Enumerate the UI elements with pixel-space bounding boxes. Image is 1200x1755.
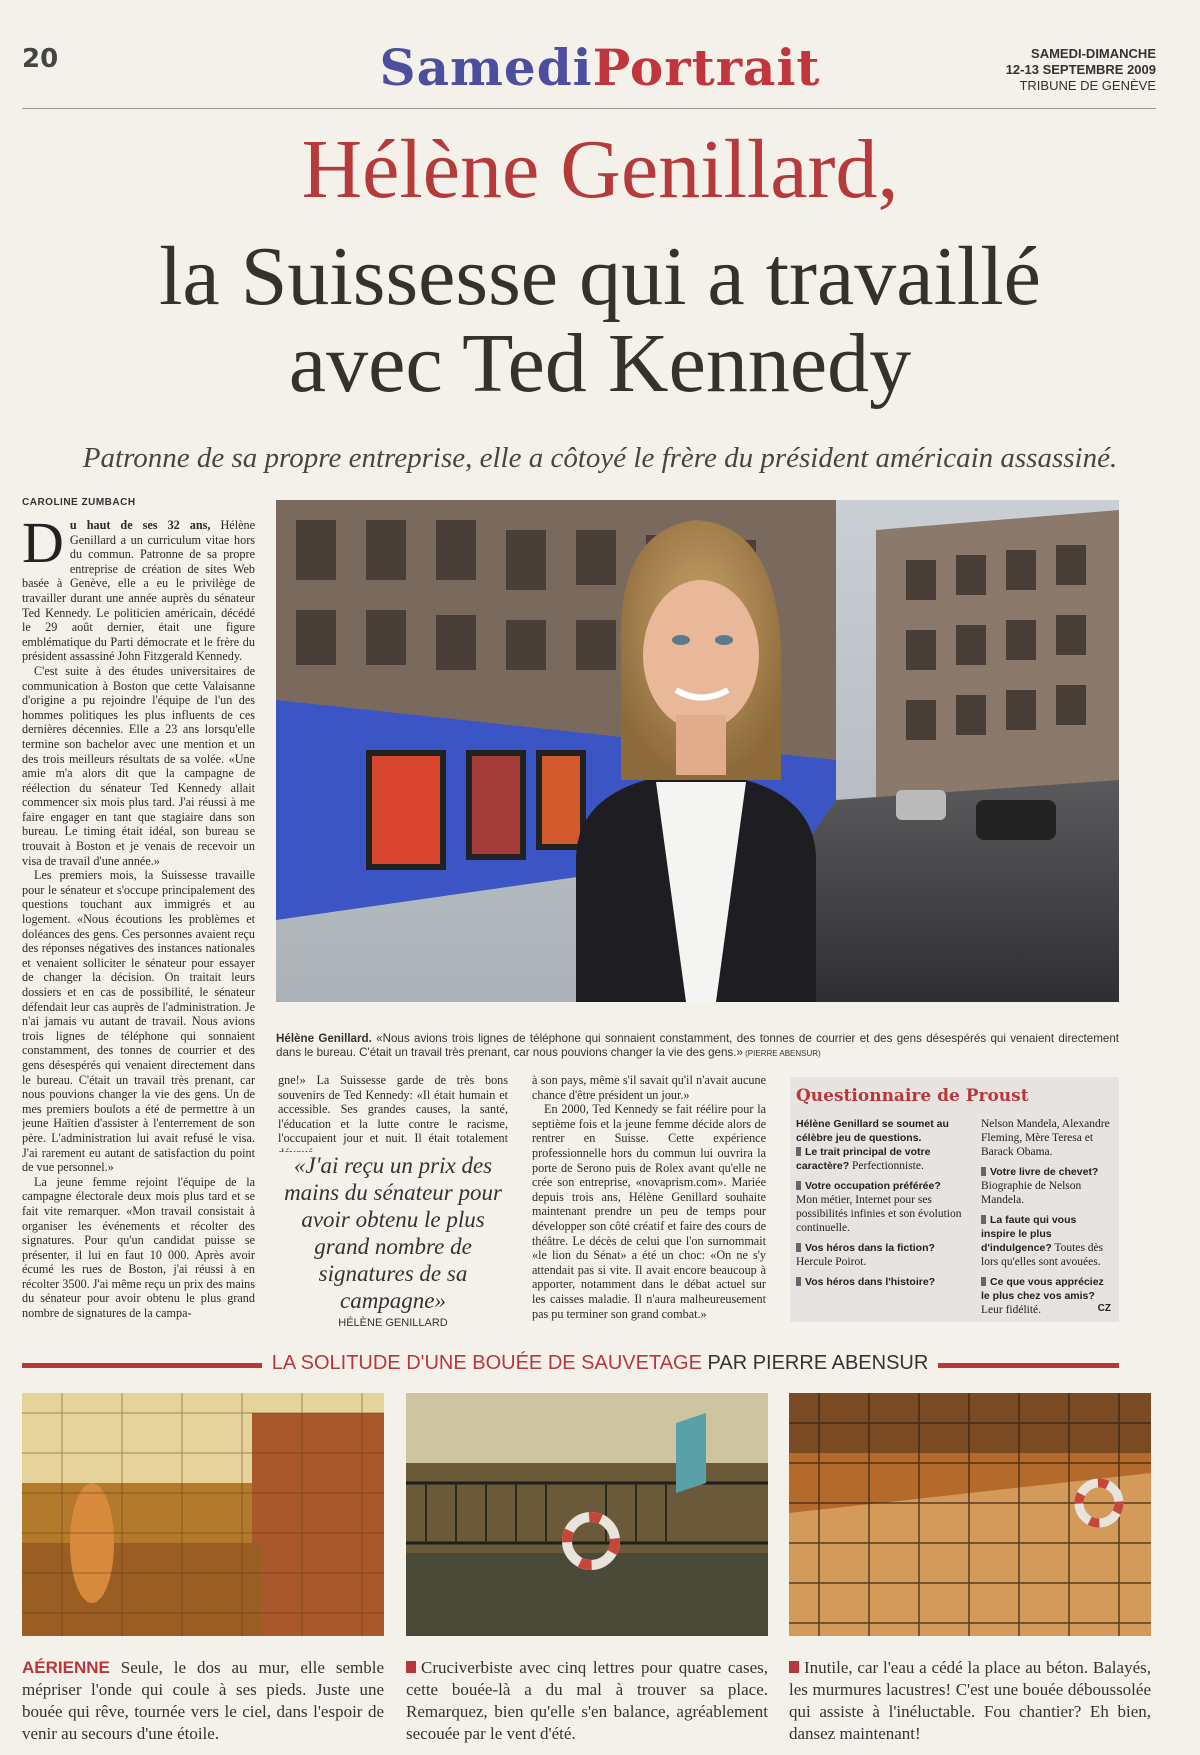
photo-series-title: [0, 1352, 1200, 1375]
bullet-square-icon: [796, 1277, 801, 1286]
article-paragraph: Les premiers mois, la Suissesse travaille pour le sénateur et s'occupe principalement des questions touchant aux immigrés et au logement. «Nous écoutions les problèmes et doléances des gens. Ces personnes avaient reçu des réponses négatives des instances nationales et venaient solliciter le sénateur pour essayer de changer la décision. On traitait leurs dossiers et en cas de possibilité, le sénateur défendait leur cas auprès de l'administration. Je n'ai jamais vu autant de travail. Nous avions trois lignes de téléphone qui sonnaient constamment, des tonnes de courrier et des gens désespérés qui venaient directement dans le bureau. C'était un travail très prenant, car nous pouvions changer la vie des gens. Un de mes premiers boulots a été de permettre à un jeune Haïtien d'assister à l'enterrement de son père. L'administration lui avait refusé le visa. J'ai rarement eu autant de satisfaction du point de vue personnel.»: [22, 868, 255, 1175]
proust-question: Votre livre de chevet?: [990, 1166, 1099, 1178]
photo-lifebuoy-wall: [22, 1393, 384, 1636]
proust-question: Vos héros dans l'histoire?: [805, 1276, 936, 1288]
proust-title: Questionnaire de Proust: [796, 1086, 1029, 1106]
publication-name: TRIBUNE DE GENÈVE: [1019, 78, 1156, 93]
bullet-square-icon: [981, 1277, 986, 1286]
pull-quote-author: HÉLÈNE GENILLARD: [338, 1317, 448, 1329]
photo-series-title-main: LA SOLITUDE D'UNE BOUÉE DE SAUVETAGE: [271, 1352, 702, 1374]
pull-quote: [278, 1152, 508, 1334]
headline-deck: Patronne de sa propre entreprise, elle a côtoyé le frère du président américain assassiné.: [82, 442, 1118, 474]
proust-answer: Leur fidélité.: [981, 1304, 1042, 1316]
proust-question: Le trait principal de votre caractère?: [796, 1146, 931, 1172]
proust-answer: Hercule Poirot.: [796, 1256, 867, 1268]
proust-answer: Toutes dès lors qu'elles sont avouées.: [981, 1242, 1104, 1268]
portrait-photo: [276, 500, 1119, 1002]
proust-questionnaire-box: [790, 1077, 1119, 1322]
date-full: 12-13 SEPTEMBRE 2009: [1005, 62, 1156, 77]
headline-line1: Hélène Genillard,: [301, 123, 899, 216]
article-column-1: [22, 518, 255, 1328]
photo-caption-3: Inutile, car l'eau a cédé la place au béton. Balayés, les murmures lacustres! C'est une bouée déboussolée qui assiste à l'inéluctable. Fou chantier? Eh bien, dansez maintenant!: [789, 1658, 1151, 1743]
photo-credit: (PIERRE ABENSUR): [742, 1049, 821, 1058]
proust-column-right: [981, 1117, 1113, 1323]
red-square-icon: [789, 1661, 799, 1673]
article-paragraph: En 2000, Ted Kennedy se fait réélire pour la septième fois et la jeune femme décide alors de rentrer en Suisse. Cette expérience professionnelle hors du commun lui ouvrira la porte de Serono puis de Rolex avant qu'elle ne crée son entreprise, «novaprism.com». Mariée depuis trois ans, Hélène Genillard souhaite maintenant prendre un peu de temps pour développer son côté créatif et faire des cours de théâtre. Le décès de celui que l'on surnommait «le lion du Sénat» a été un choc: «On ne s'y attendait pas si vite. Il avait encore beaucoup à apporter, notamment dans le débat actuel sur les caisses maladie. Il n'aura malheureusement pas pu terminer son grand combat.»: [532, 1102, 766, 1321]
proust-signature: CZ: [1097, 1303, 1111, 1314]
bullet-square-icon: [796, 1181, 801, 1190]
bullet-square-icon: [981, 1167, 986, 1176]
photo-lifebuoy-construction: [789, 1393, 1151, 1636]
article-paragraph: La jeune femme rejoint l'équipe de la campagne électorale deux mois plus tard et se fait vite remarquer. «Mon travail consistait à organiser les événements et récolter des signatures. Pour qu'un candidat puisse se présenter, il lui en faut 10 000. Après avoir écumé les rues de Boston, j'ai réussi à en récolter 3500. J'ai même reçu un prix des mains du sénateur pour avoir obtenu le plus grand nombre de signatures de la campa-: [22, 1174, 255, 1321]
article-column-3: [532, 1073, 766, 1333]
bullet-square-icon: [796, 1147, 801, 1156]
proust-question: Ce que vous appréciez le plus chez vos amis?: [981, 1276, 1104, 1302]
bullet-square-icon: [796, 1243, 801, 1252]
header-rule: [22, 108, 1156, 109]
byline: CAROLINE ZUMBACH: [22, 497, 136, 508]
bullet-square-icon: [981, 1215, 986, 1224]
proust-answer: Mon métier, Internet pour ses possibilités infinies et son évolution continuelle.: [796, 1194, 962, 1234]
photo-series-author: PAR PIERRE ABENSUR: [701, 1352, 929, 1374]
headline-line2: la Suissesse qui a travaillé: [159, 230, 1041, 323]
section-title-part1: Samedi: [379, 38, 593, 97]
photo-caption-text: «Nous avions trois lignes de téléphone qui sonnaient constamment, des tonnes de courrier et des gens désespérés qui venaient directement dans le bureau. C'était un travail très prenant, car nous pouvions changer la vie des gens.»: [276, 1032, 1119, 1059]
pull-quote-text: «J'ai reçu un prix des mains du sénateur pour avoir obtenu le plus grand nombre de signatures de sa campagne»: [284, 1153, 502, 1313]
date-day: SAMEDI-DIMANCHE: [1031, 46, 1156, 61]
section-title-part2: Portrait: [592, 38, 821, 97]
photo-caption-1: AÉRIENNE Seule, le dos au mur, elle semble mépriser l'onde qui coule à ses pieds. Juste une bouée qui rêve, tournée vers le ciel, dans l'espoir de venir au secours d'une étoile.: [22, 1658, 384, 1743]
article-paragraph: C'est suite à des études universitaires de communication à Boston que cette Valaisanne d'origine a pu rejoindre l'équipe de l'un des hommes politiques les plus influents de ces dernières décennies. Elle a 23 ans lorsqu'elle termine son bachelor avec une mention et un des trois meilleurs résultats de sa volée. «Une amie m'a alors dit que la campagne de réélection du sénateur Ted Kennedy allait commencer six mois plus tard. J'ai réussi à me faire engager en tant que stagiaire dans son bureau. Le timing était idéal, son bureau se trouvait à Boston et je venais de recevoir un visa de travail d'une année.»: [22, 663, 255, 868]
red-square-icon: [406, 1661, 416, 1673]
photo-lifebuoy-fence: [406, 1393, 768, 1636]
article-paragraph: Du haut de ses 32 ans, Hélène Genillard a un curriculum vitae hors du commun. Patronne de sa propre entreprise de création de sites Web basée à Genève, elle a eu le privilège de travailler durant une année auprès du sénateur Ted Kennedy. Le politicien américain, décédé le 29 août dernier, était une figure emblématique du Parti démocrate et le frère du président assassiné John Fitzgerald Kennedy.: [22, 518, 255, 664]
caption-keyword: AÉRIENNE: [22, 1658, 110, 1677]
photo-caption-lead: Hélène Genillard.: [276, 1032, 372, 1045]
drop-cap: D: [22, 518, 64, 575]
photo-caption-2: Cruciverbiste avec cinq lettres pour quatre cases, cette bouée-là a du mal à trouver sa place. Remarquez, bien qu'elle s'en balance, agréablement secouée par le vent d'été.: [406, 1658, 768, 1743]
proust-question: Votre occupation préférée?: [805, 1180, 941, 1192]
article-paragraph: gne!» La Suissesse garde de très bons souvenirs de Ted Kennedy: «Il était humain et accessible. Ses grandes causes, la santé, l'éducation et la lutte contre le racisme, l'occupaient jour et nuit. Il était totalement: [278, 1073, 508, 1146]
page-number: 20: [22, 44, 59, 74]
proust-question: La faute qui vous inspire le plus d'indulgence?: [981, 1214, 1077, 1254]
proust-intro: Hélène Genillard se soumet au célèbre jeu de questions.: [796, 1118, 949, 1144]
dateline: [1006, 46, 1156, 94]
photo-caption: [276, 1032, 1119, 1061]
proust-question: Vos héros dans la fiction?: [805, 1242, 935, 1254]
proust-column-left: [796, 1117, 962, 1295]
article-lead: u haut de ses 32 ans,: [69, 518, 211, 532]
article-paragraph: à son pays, même s'il savait qu'il n'avait aucune chance d'être président un jour.»: [532, 1073, 766, 1102]
headline-line3: avec Ted Kennedy: [288, 317, 912, 410]
proust-answer: Biographie de Nelson Mandela.: [981, 1180, 1082, 1206]
proust-answer: Perfectionniste.: [849, 1160, 924, 1172]
proust-answer: Nelson Mandela, Alexandre Fleming, Mère Teresa et Barack Obama.: [981, 1118, 1110, 1158]
